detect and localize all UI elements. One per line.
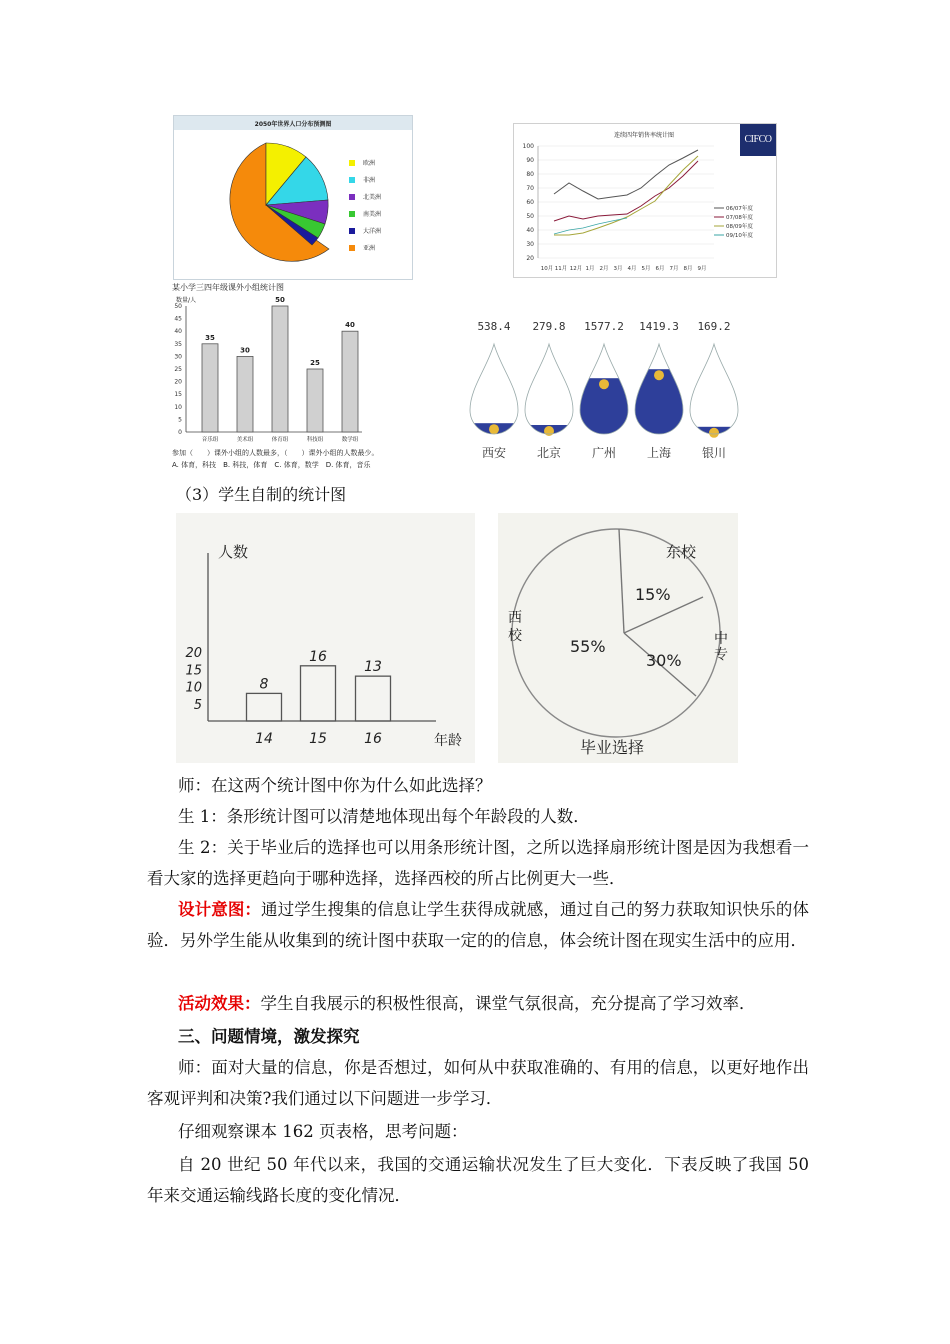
legend-item [349,209,409,226]
y-tick: 70 [526,185,534,192]
legend-swatch [349,211,355,217]
y-tick: 40 [526,227,534,234]
drop-sun-cloud [544,426,554,436]
x-tick: 3月 [613,266,623,272]
y-tick: 20 [526,255,534,262]
line-y-ticks [523,143,535,262]
legend-label: 非洲 [363,177,376,184]
bar-y-tick: 40 [174,328,182,336]
bar-mark [307,369,323,432]
hand-bar-mark [247,693,282,721]
bar-y-tick: 45 [174,315,182,323]
drop-value: 1419.3 [639,320,679,333]
drop-city: 北京 [536,446,561,460]
rain-drop-item [631,318,687,464]
hand-bar-value: 16 [309,648,327,665]
bar-value-label: 30 [240,346,250,355]
bar-y-tick: 30 [174,353,182,361]
bar-y-tick: 5 [178,416,182,424]
hand-y-tick: 10 [185,680,202,696]
world-population-pie [199,138,334,273]
interest-group-bar-panel [172,282,452,472]
pie-title: 2050年世界人口分布预测图 [254,121,332,128]
activity-effect-text: 学生自我展示的积极性很高，课堂气氛很高，充分提高了学习效率． [260,994,756,1013]
drop-water-fill [466,423,522,527]
bar-mark [202,344,218,432]
line-grid [538,146,714,258]
bar-category-label: 科技组 [306,437,324,443]
slice-label-dongxiao: 东校 [666,543,697,561]
line-x-ticks [541,264,707,272]
legend-swatch [349,160,355,166]
bar-y-tick: 20 [174,378,182,386]
rain-drop-item [466,318,522,464]
drop-water-fill [576,378,632,482]
hand-bar-category: 16 [364,731,382,747]
y-tick: 90 [526,157,534,164]
bar-y-tick: 25 [174,366,182,373]
bar-y-tick: 15 [174,391,182,399]
slice-pct-dongxiao: 15% [635,585,671,604]
bar-options: A. 体育，科技 B. 科技，体育 C. 体育，数学 D. 体育，音乐 [172,461,371,469]
x-tick: 7月 [669,266,679,272]
legend-swatch [349,177,355,183]
drop-outline [525,344,573,434]
sales-line-chart-panel [513,123,777,278]
hand-bar-value: 8 [259,676,269,693]
legend-07-08: 07/08年度 [726,215,753,221]
legend-item [349,192,409,209]
hand-y-label: 人数 [218,543,249,561]
x-tick: 2月 [599,266,609,272]
hand-bar-mark [301,666,336,721]
handmade-age-bar-chart [176,513,475,763]
bar-category-label: 数学组 [341,437,359,443]
legend-item [349,243,409,260]
drop-sun-cloud [654,370,664,380]
drop-outline [690,344,738,434]
legend-label: 北美洲 [363,194,382,201]
bar-category-label: 音乐组 [201,437,219,443]
paragraph-student-2: 生 2：关于毕业后的选择也可以用条形统计图，之所以选择扇形统计图是因为我想看一看大家的选择更趋向于哪种选择，选择西校的所占比例更大一些． [147,838,809,888]
x-tick: 12月 [569,266,583,272]
drop-city: 银川 [701,446,726,460]
pie-chart-title: 毕业选择 [580,738,645,757]
rain-drop-item [576,318,632,464]
drop-sun-cloud [709,428,719,438]
paragraph-transport: 自 20 世纪 50 年代以来，我国的交通运输状况发生了巨大变化．下表反映了我国 50 年来交通运输线路长度的变化情况． [147,1155,809,1205]
x-tick: 9月 [697,266,707,272]
drop-city: 广州 [591,446,616,460]
bar-category-label: 体育组 [271,437,289,443]
y-tick: 80 [526,171,534,178]
handmade-pie-photo [498,513,738,763]
rainfall-drops-panel [466,318,756,464]
bar-y-tick: 0 [178,429,182,436]
pie-legend [349,158,409,260]
x-tick: 4月 [627,266,637,272]
rain-drop-icon [631,338,687,442]
slice-pct-xixiao: 55% [570,637,606,656]
y-tick: 50 [526,213,534,220]
design-intent-text: 通过学生搜集的信息让学生获得成就感，通过自己的努力获取知识快乐的体验．另外学生能从收集到的统计图中获取一定的的信息，体会统计图在现实生活中的应用． [147,900,810,950]
bar-value-label: 50 [275,296,285,304]
rain-drop-item [521,318,577,464]
paragraph-design-intent [147,894,809,956]
bar-question: 参加（ ）课外小组的人数最多，（ ）课外小组的人数最少。 [172,449,379,457]
legend-09-10: 09/10年度 [726,233,753,239]
series-07-08 [554,161,698,221]
paragraph-observe-table: 仔细观察课本 162 页表格，思考问题： [178,1122,468,1141]
paragraph-teacher-intro: 师：面对大量的信息，你是否想过，如何从中获取准确的、有用的信息，以更好地作出客观评判和决策?我们通过以下问题进一步学习． [147,1058,809,1108]
legend-08-09: 08/09年度 [726,224,753,230]
slice-label-zhongzhuan: 中专 [714,631,728,663]
hand-bar-category: 15 [309,731,327,747]
hand-bar-category: 14 [255,731,273,747]
hand-bar-value: 13 [364,659,382,676]
series-09-10 [554,218,627,234]
paragraph-activity-effect [147,988,809,1019]
handmade-graduation-pie [498,513,738,763]
hand-y-tick: 5 [193,697,202,713]
activity-effect-label: 活动效果： [178,994,261,1013]
bar-mark [342,331,358,432]
line-legend [714,204,753,239]
drop-city: 西安 [481,446,506,460]
bar-value-label: 35 [205,333,215,342]
rain-drop-icon [576,338,632,442]
legend-06-07: 06/07年度 [726,206,753,212]
rain-drop-icon [686,338,742,442]
rain-drop-icon [466,338,522,442]
bar-y-tick: 50 [174,303,182,310]
series-06-07 [554,150,698,199]
legend-item [349,226,409,243]
caption-student-charts: （3）学生自制的统计图 [176,485,347,504]
drop-value: 279.8 [532,320,566,333]
bar-unit: 数量/人 [176,297,197,304]
hand-bar-mark [356,676,391,721]
line-title: 连续四年销售率统计图 [613,132,674,139]
drop-value: 538.4 [477,320,511,333]
y-tick: 30 [526,241,534,248]
legend-item [349,175,409,192]
drop-sun-cloud [489,424,499,434]
bar-y-tick: 35 [174,340,182,348]
y-tick: 100 [522,143,534,150]
drop-city: 上海 [646,446,671,460]
legend-label: 大洋洲 [363,228,382,235]
section-heading-3: 三、问题情境，激发探究 [178,1027,360,1046]
hand-y-tick: 15 [185,663,202,679]
bar-title: 某小学三四年级课外小组统计图 [172,283,284,292]
bar-value-label: 40 [345,321,355,330]
sales-line-chart [514,138,776,277]
legend-label: 亚洲 [363,245,376,252]
bar-mark [272,306,288,432]
x-tick: 1月 [585,266,595,272]
cifco-logo-text: CIFCO [744,134,772,145]
paragraph-student-1: 生 1：条形统计图可以清楚地体现出每个年龄段的人数． [178,807,590,826]
bar-mark [237,356,253,432]
rain-drop-icon [521,338,577,442]
bar-value-label: 25 [310,359,320,367]
x-tick: 10月 [540,266,554,272]
slice-label-xixiao: 西校 [508,610,522,644]
legend-label: 欧洲 [363,160,376,167]
drop-sun-cloud [599,379,609,389]
bar-category-label: 美术组 [236,437,254,443]
design-intent-label: 设计意图： [178,900,262,919]
slice-pct-zhongzhuan: 30% [646,651,682,670]
hand-y-tick: 20 [185,646,202,661]
legend-item [349,158,409,175]
x-tick: 8月 [683,266,693,272]
legend-label: 南美洲 [363,211,382,218]
drop-value: 169.2 [697,320,731,333]
legend-swatch [349,228,355,234]
hand-x-label: 年龄 [434,733,462,749]
legend-swatch [349,194,355,200]
drop-value: 1577.2 [584,320,624,333]
x-tick: 11月 [554,266,568,272]
x-tick: 5月 [641,266,651,272]
paragraph-teacher-question: 师：在这两个统计图中你为什么如此选择？ [178,776,492,795]
drop-outline [470,344,518,434]
legend-swatch [349,245,355,251]
x-tick: 6月 [655,266,665,272]
bar-y-tick: 10 [174,403,182,411]
world-population-pie-panel [173,115,413,280]
rain-drop-item [686,318,742,464]
y-tick: 60 [526,199,534,206]
handmade-bar-photo [176,513,475,763]
